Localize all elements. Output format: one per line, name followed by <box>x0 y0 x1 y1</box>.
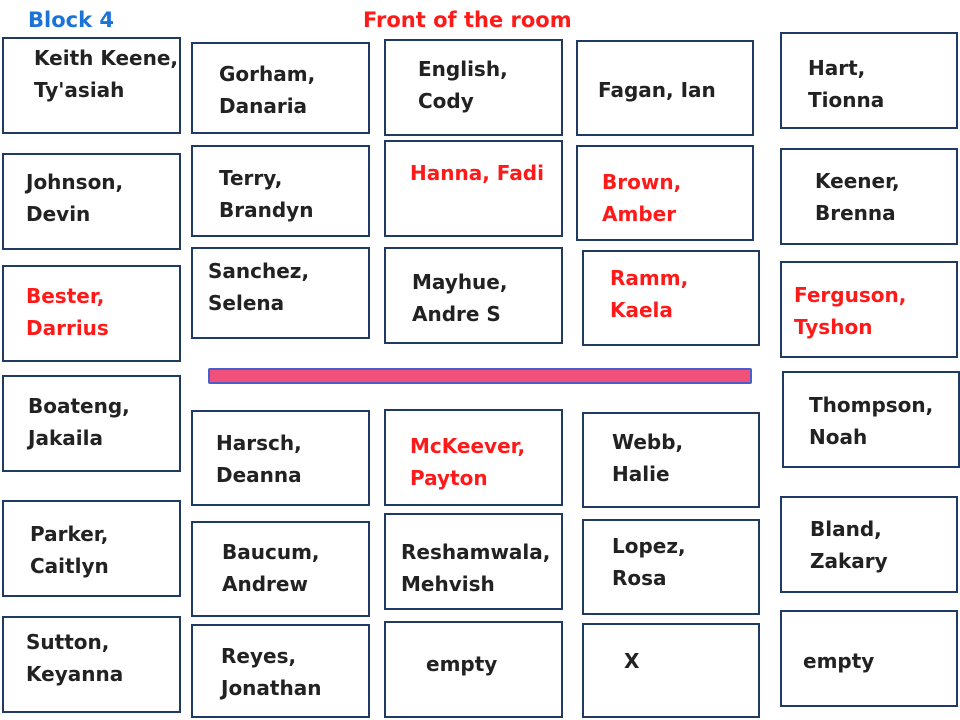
seat-name-c5r6: empty <box>803 649 875 673</box>
seat-name-c2r5: Baucum, Andrew <box>222 540 320 596</box>
seat-name-c3r3: Mayhue, Andre S <box>412 270 508 326</box>
seat-name-c1r2: Johnson, Devin <box>26 170 124 226</box>
seat-name-c3r4: McKeever, Payton <box>410 434 526 490</box>
desk-c4r6 <box>582 623 760 718</box>
seat-name-c2r6: Reyes, Jonathan <box>221 644 322 700</box>
seat-name-c4r6: X <box>624 649 640 673</box>
seat-name-c1r1: Keith Keene, Ty'asiah <box>34 46 179 102</box>
seat-name-c1r4: Boateng, Jakaila <box>28 394 130 450</box>
seat-name-c3r6: empty <box>426 652 498 676</box>
seat-name-c4r3: Ramm, Kaela <box>610 266 689 322</box>
front-of-room-label: Front of the room <box>363 8 572 32</box>
seat-name-c4r2: Brown, Amber <box>602 170 682 226</box>
seat-name-c5r4: Thompson, Noah <box>809 393 934 449</box>
seat-name-c3r1: English, Cody <box>418 57 508 113</box>
seat-name-c1r6: Sutton, Keyanna <box>26 630 124 686</box>
seat-name-c5r5: Bland, Zakary <box>810 517 888 573</box>
seat-name-c5r2: Keener, Brenna <box>815 169 900 225</box>
seat-name-c5r3: Ferguson, Tyshon <box>794 283 907 339</box>
seat-name-c4r1: Fagan, Ian <box>598 78 716 102</box>
seat-name-c4r5: Lopez, Rosa <box>612 534 686 590</box>
seat-name-c1r5: Parker, Caitlyn <box>30 522 109 578</box>
seat-name-c5r1: Hart, Tionna <box>808 56 885 112</box>
aisle-divider-bar <box>208 368 752 384</box>
seat-name-c2r4: Harsch, Deanna <box>216 431 302 487</box>
seat-name-c3r2: Hanna, Fadi <box>410 161 544 185</box>
seat-name-c4r4: Webb, Halie <box>612 430 684 486</box>
seat-name-c3r5: Reshamwala, Mehvish <box>401 540 551 596</box>
block-title: Block 4 <box>28 8 114 32</box>
seat-name-c2r2: Terry, Brandyn <box>219 166 314 222</box>
seat-name-c2r1: Gorham, Danaria <box>219 62 316 118</box>
seat-name-c2r3: Sanchez, Selena <box>208 259 310 315</box>
seat-name-c1r3: Bester, Darrius <box>26 284 109 340</box>
